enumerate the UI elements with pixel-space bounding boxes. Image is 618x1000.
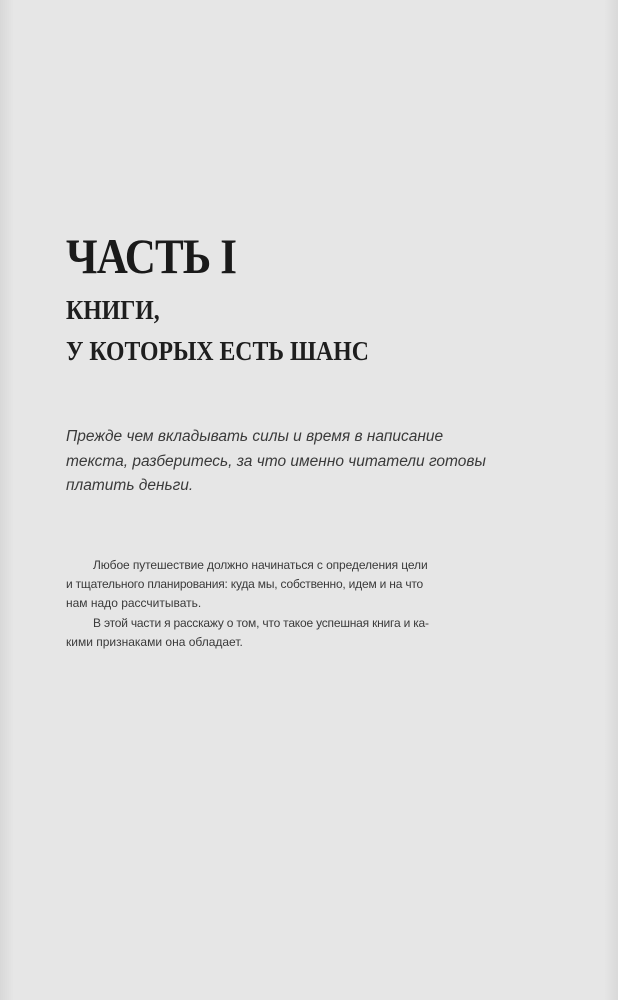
body-text (66, 556, 528, 652)
lead-line: Прежде чем вкладывать силы и время в написание (66, 428, 444, 445)
subtitle-line: У КОТОРЫХ ЕСТЬ ШАНС (66, 336, 369, 366)
body-line: и тщательного планирования: куда мы, собственно, идем и на что (66, 577, 424, 592)
subtitle-line: КНИГИ, (66, 295, 160, 325)
lead-line: текста, разберитесь, за что именно читатели готовы (66, 452, 486, 470)
body-line: нам надо рассчитывать. (66, 596, 202, 611)
lead-line: платить деньги. (66, 477, 194, 494)
body-line: Любое путешествие должно начинаться с определения цели (93, 558, 428, 572)
lead-paragraph (66, 425, 486, 499)
part-subtitle (66, 290, 369, 372)
body-line: В этой части я расскажу о том, что такое успешная книга и ка- (93, 615, 429, 630)
body-line: кими признаками она обладает. (66, 634, 243, 649)
part-title: ЧАСТЬ I (66, 228, 237, 284)
